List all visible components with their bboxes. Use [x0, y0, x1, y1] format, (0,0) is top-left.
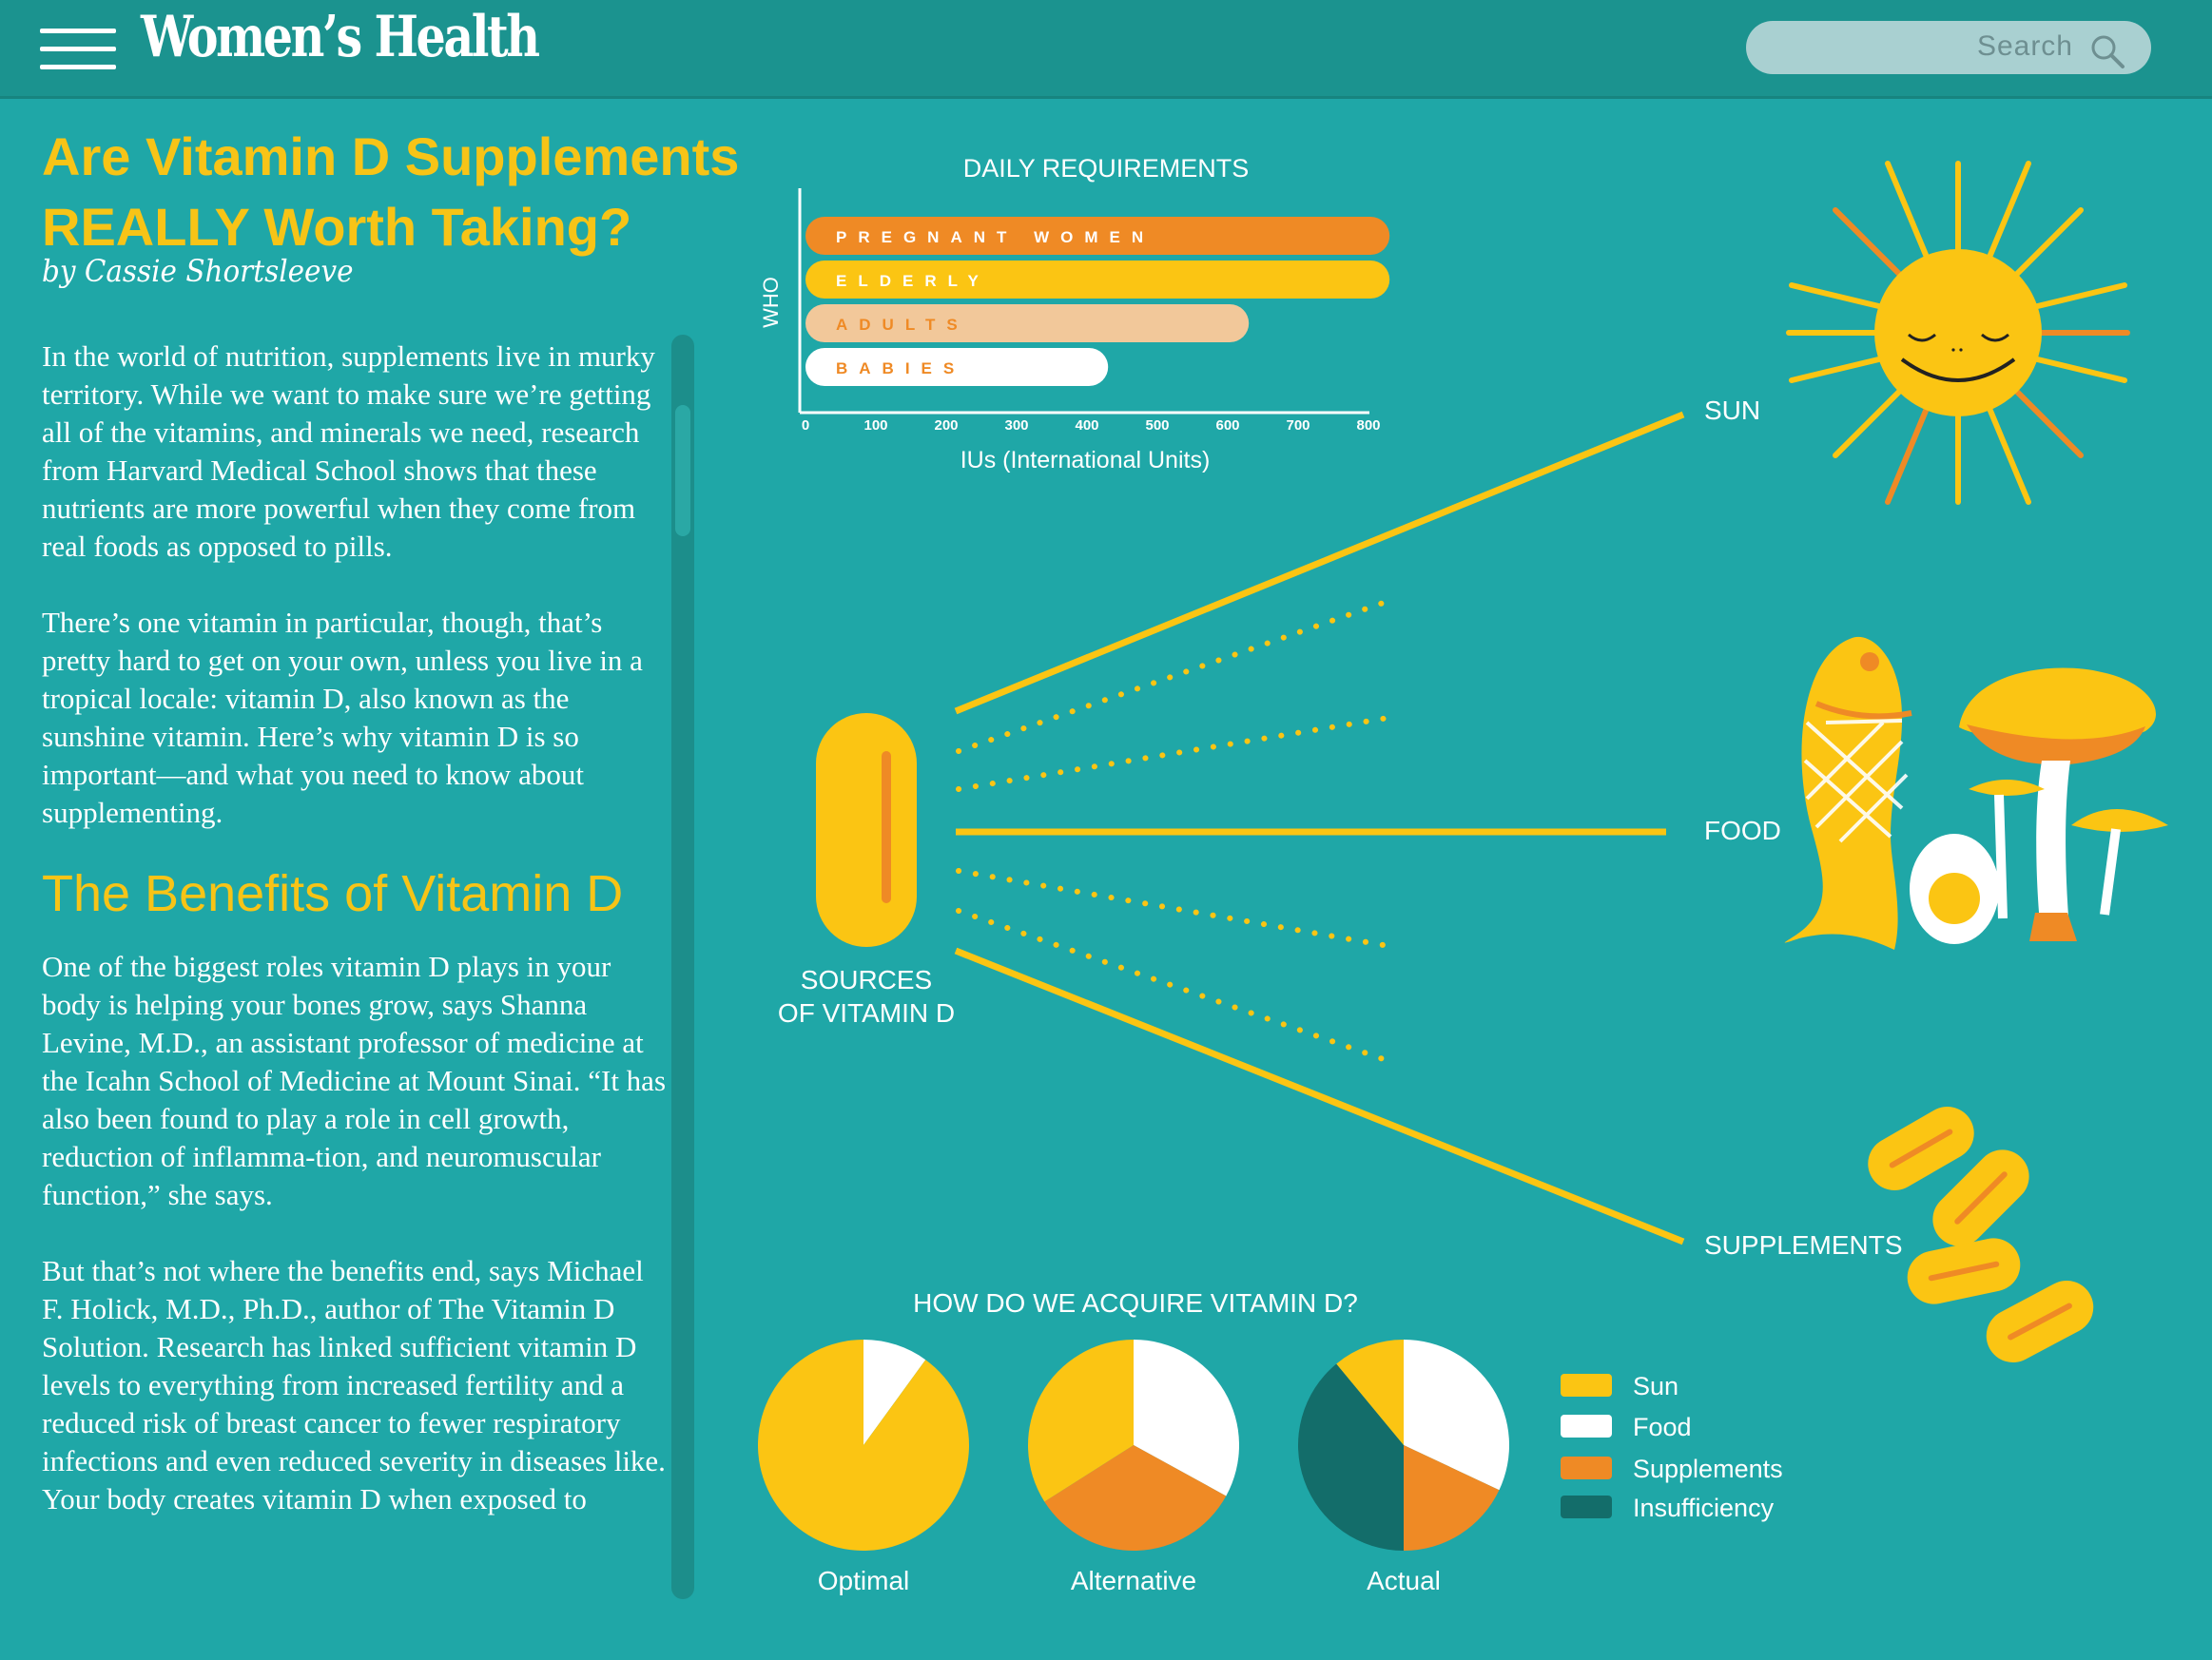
bar-label: BABIES: [836, 359, 966, 377]
x-tick-label: 500: [1145, 417, 1170, 434]
legend-label: Food: [1633, 1413, 1692, 1441]
pie-label: Optimal: [817, 1566, 910, 1595]
pie-label: Actual: [1367, 1566, 1441, 1595]
bar-label: PREGNANT WOMEN: [836, 228, 1155, 246]
supplements-connector: [956, 951, 1683, 1242]
x-tick-label: 700: [1286, 417, 1310, 434]
y-axis-label: WHO: [759, 277, 783, 328]
legend-swatch: [1561, 1496, 1612, 1518]
x-tick-label: 100: [863, 417, 888, 434]
search-placeholder: Search: [1976, 30, 2073, 62]
sun-label: SUN: [1704, 396, 1761, 425]
paragraph: One of the biggest roles vitamin D plays in your body is helping your bones grow, says Shanna Levine, M.D., an assistant professor of medicine at the Icahn School of Medicine at Mount Sinai. “It has also been found to play a role in cell growth, reduction of inflamma-tion, and neuromuscular function,” she says.: [42, 950, 667, 1211]
legend-swatch: [1561, 1415, 1612, 1438]
chart-title: HOW DO WE ACQUIRE VITAMIN D?: [913, 1288, 1358, 1318]
egg-icon: [1910, 834, 1999, 944]
x-tick-label: 800: [1356, 417, 1381, 434]
food-label: FOOD: [1704, 816, 1781, 845]
supplements-label: SUPPLEMENTS: [1704, 1230, 1903, 1260]
byline: by Cassie Shortsleeve: [42, 253, 354, 289]
site-logo[interactable]: Women’s Health: [141, 4, 538, 70]
article-title-line2: REALLY Worth Taking?: [42, 197, 632, 257]
legend-swatch: [1561, 1457, 1612, 1479]
sources-label: OF VITAMIN D: [777, 998, 956, 1028]
x-axis-label: IUs (International Units): [960, 447, 1211, 473]
bar-label: ADULTS: [836, 316, 969, 334]
paragraph: There’s one vitamin in particular, though, that’s pretty hard to get on your own, unless you live in a tropical locale: vitamin D, also known as the sunshine vitamin. Here’s why vitamin D is so important—and what you need to know about supplementing.: [42, 606, 643, 829]
daily-requirements-chart: [759, 154, 1389, 473]
acquire-vitamin-d-chart: [758, 1288, 1783, 1595]
legend-label: Supplements: [1633, 1455, 1783, 1483]
sun-icon: [1789, 164, 2127, 502]
paragraph: In the world of nutrition, supplements live in murky territory. While we want to make sure we’re getting all of the vitamins, and minerals we need, research from Harvard Medical School shows that these nutrients are more powerful when they come from real foods as opposed to pills.: [42, 339, 655, 563]
x-tick-label: 600: [1215, 417, 1240, 434]
pie-slice: [758, 1340, 969, 1551]
x-tick-label: 300: [1004, 417, 1029, 434]
legend-swatch: [1561, 1374, 1612, 1397]
sources-diagram: [778, 164, 2168, 1372]
paragraph: But that’s not where the benefits end, says Michael F. Holick, M.D., Ph.D., author of The Vitamin D Solution. Research has linked sufficient vitamin D levels to everything from increased fertility and a reduced risk of breast cancer to fewer respiratory infections and even reduced severity in diseases like. Your body creates vitamin D when exposed to: [42, 1254, 666, 1515]
fish-icon: [1785, 637, 1911, 950]
x-tick-label: 400: [1075, 417, 1099, 434]
vitamin-pill-icon: [816, 713, 917, 947]
sources-label: SOURCES: [800, 965, 933, 994]
legend-label: Insufficiency: [1633, 1494, 1775, 1522]
x-tick-label: 0: [801, 417, 810, 434]
article-title-line1: Are Vitamin D Supplements: [42, 126, 740, 186]
x-tick-label: 200: [934, 417, 959, 434]
pie-label: Alternative: [1070, 1566, 1197, 1595]
legend-label: Sun: [1633, 1372, 1679, 1400]
section-heading: The Benefits of Vitamin D: [42, 865, 624, 922]
bar-label: ELDERLY: [836, 272, 990, 290]
chart-title: DAILY REQUIREMENTS: [962, 154, 1250, 183]
